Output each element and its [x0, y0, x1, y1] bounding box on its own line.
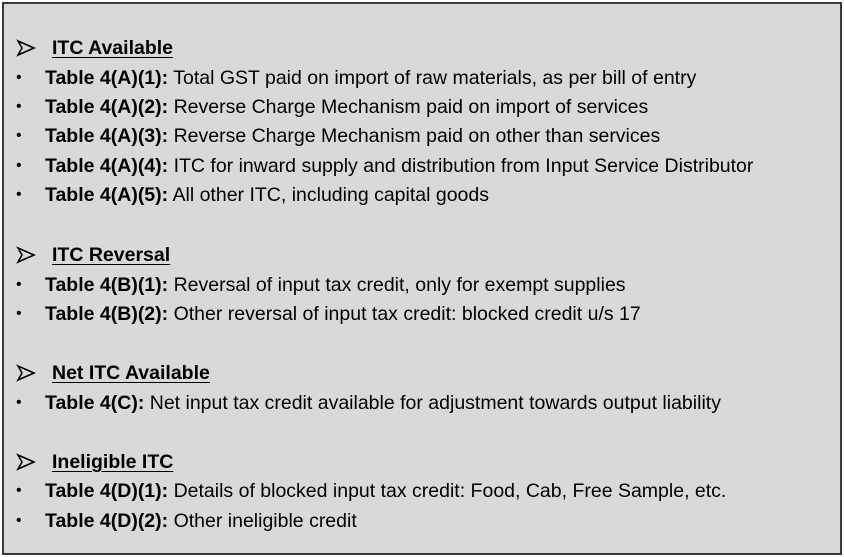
table-reference: Table 4(C):: [45, 392, 145, 414]
section-heading-text: ITC Reversal: [52, 244, 171, 266]
arrowhead-bullet-icon: [16, 241, 36, 269]
bullet-icon: •: [16, 186, 22, 203]
bullet-icon: •: [16, 127, 22, 144]
table-reference: Table 4(B)(1):: [45, 274, 169, 296]
bullet-icon: •: [16, 305, 22, 322]
bullet-icon: •: [16, 512, 22, 529]
item-description: Other reversal of input tax credit: blocked credit u/s 17: [168, 303, 641, 325]
list-item-text: [45, 151, 753, 181]
table-reference: Table 4(A)(2):: [45, 96, 169, 118]
list-item-text: [45, 299, 641, 329]
item-description: Reverse Charge Mechanism paid on other than services: [168, 125, 661, 147]
list-item-text: [45, 121, 660, 151]
section-heading-text: Net ITC Available: [52, 362, 210, 384]
itc-summary-panel: [2, 2, 842, 555]
table-reference: Table 4(A)(5):: [45, 184, 169, 206]
arrowhead-bullet-icon: [16, 34, 36, 62]
arrowhead-bullet-icon: [16, 448, 36, 476]
table-reference: Table 4(D)(2):: [45, 510, 169, 532]
bullet-icon: •: [16, 482, 22, 499]
bullet-icon: •: [16, 394, 22, 411]
item-description: Details of blocked input tax credit: Food, Cab, Free Sample, etc.: [168, 480, 727, 502]
item-description: ITC for inward supply and distribution from Input Service Distributor: [168, 155, 754, 177]
arrowhead-bullet-icon: [16, 359, 36, 387]
table-reference: Table 4(A)(3):: [45, 125, 169, 147]
item-description: All other ITC, including capital goods: [168, 184, 490, 206]
list-item-text: [45, 92, 648, 122]
item-description: Reverse Charge Mechanism paid on import of services: [168, 96, 649, 118]
list-item-text: [45, 388, 721, 418]
table-reference: Table 4(B)(2):: [45, 303, 169, 325]
item-description: Net input tax credit available for adjustment towards output liability: [144, 392, 721, 414]
list-item-text: [45, 270, 626, 300]
section-heading-text: Ineligible ITC: [52, 451, 174, 473]
section-heading-text: ITC Available: [52, 37, 174, 59]
list-item-text: [45, 506, 357, 536]
list-item-text: [45, 63, 696, 93]
item-description: Reversal of input tax credit, only for exempt supplies: [168, 274, 626, 296]
list-item-text: [45, 180, 489, 210]
bullet-icon: •: [16, 157, 22, 174]
item-description: Total GST paid on import of raw materials, as per bill of entry: [168, 67, 697, 89]
bullet-icon: •: [16, 69, 22, 86]
table-reference: Table 4(A)(4):: [45, 155, 169, 177]
bullet-icon: •: [16, 276, 22, 293]
table-reference: Table 4(A)(1):: [45, 67, 169, 89]
table-reference: Table 4(D)(1):: [45, 480, 169, 502]
bullet-icon: •: [16, 98, 22, 115]
list-item-text: [45, 476, 726, 506]
item-description: Other ineligible credit: [168, 510, 357, 532]
